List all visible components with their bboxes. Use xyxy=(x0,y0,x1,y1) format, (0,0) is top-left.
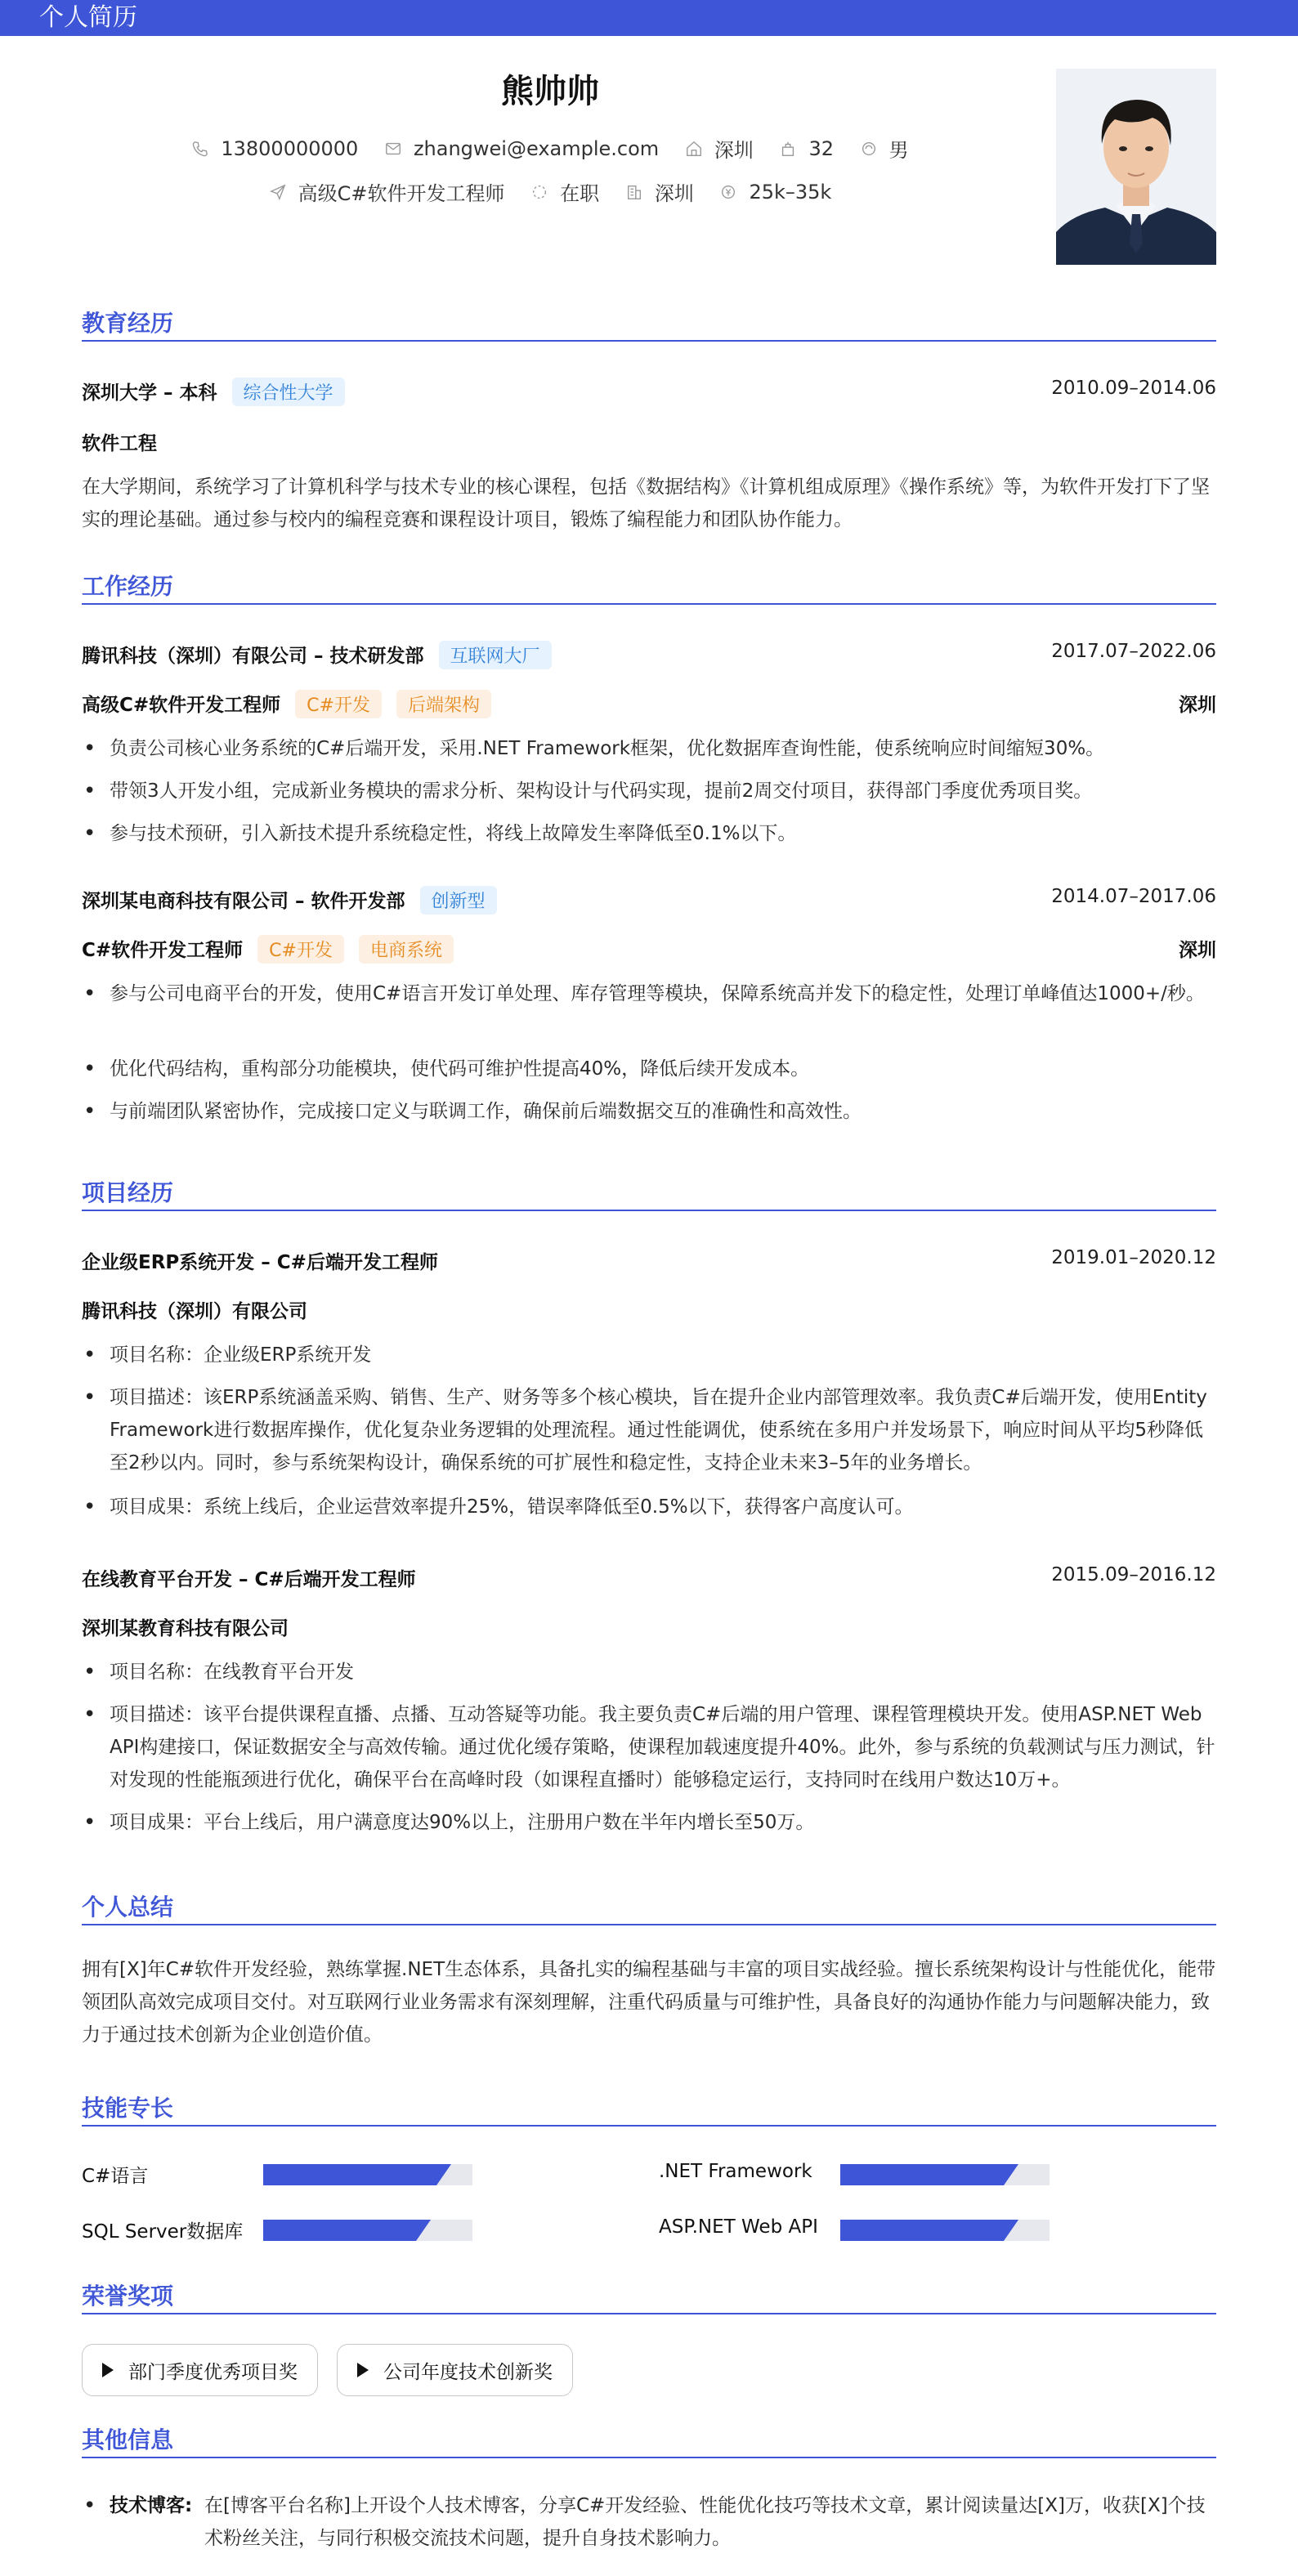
awards-section xyxy=(82,2280,1216,2383)
job-role-row xyxy=(82,935,1216,964)
job-intent-row xyxy=(0,177,1100,206)
job-date: 2014.07–2017.06 xyxy=(1051,886,1216,907)
project-date: 2019.01–2020.12 xyxy=(1051,1247,1216,1268)
list-item: • 与前端团队紧密协作，完成接口定义与联调工作，确保前后端数据交互的准确性和高效性。 xyxy=(82,1095,1216,1128)
play-icon xyxy=(357,2363,369,2377)
awards-title: 荣誉奖项 xyxy=(82,2280,1216,2314)
target-city-text: 深圳 xyxy=(654,182,694,205)
project-header xyxy=(82,1247,1216,1274)
skill-bar-fill-tip xyxy=(416,2220,431,2241)
skills-section xyxy=(82,2092,1216,2243)
list-item: • 项目名称：在线教育平台开发 xyxy=(82,1656,1216,1688)
job-header xyxy=(82,641,1216,669)
list-item: • 带领3人开发小组，完成新业务模块的需求分析、架构设计与代码实现，提前2周交付项目，获得部门季度优秀项目奖。 xyxy=(82,775,1216,807)
list-item: • 负责公司核心业务系统的C#后端开发，采用.NET Framework框架，优化数据库查询性能，使系统响应时间缩短30%。 xyxy=(82,732,1216,765)
skill-name: C#语言 xyxy=(82,2166,149,2187)
profile-header xyxy=(0,36,1298,281)
summary-title: 个人总结 xyxy=(82,1891,1216,1925)
candidate-name: 熊帅帅 xyxy=(501,73,599,110)
skill-tag: 后端架构 xyxy=(396,690,491,718)
award-item[interactable] xyxy=(337,2344,573,2396)
skill-bar-fill xyxy=(263,2164,436,2185)
education-header xyxy=(82,378,1216,406)
gender-text: 男 xyxy=(888,139,909,162)
summary-text: 拥有[X]年C#软件开发经验，熟练掌握.NET生态体系，具备扎实的编程基础与丰富的项目实战经验。擅长系统架构设计与性能优化，能带领团队高效完成项目交付。对互联网行业业务需求有深刻理解，注重代码质量与可维护性，具备良好的沟通协作能力与问题解决能力，致力于通过技术创新为企业创造价值。 xyxy=(82,1959,1216,2046)
skill-name: ASP.NET Web API xyxy=(659,2216,818,2238)
mail-icon xyxy=(384,140,402,158)
education-title: 教育经历 xyxy=(82,307,1216,342)
blog-text: 在[博客平台名称]上开设个人技术博客，分享C#开发经验、性能优化技巧等技术文章，累计阅读量达[X]万，收获[X]个技术粉丝关注，与同行积极交流技术问题，提升自身技术影响力。 xyxy=(204,2495,1206,2549)
list-item: • 参与公司电商平台的开发，使用C#语言开发订单处理、库存管理等模块，保障系统高并发下的稳定性，处理订单峰值达1000+/秒。 xyxy=(82,977,1216,1010)
skill-bar-fill xyxy=(840,2220,1004,2241)
phone-text: 13800000000 xyxy=(221,136,359,160)
work-title: 工作经历 xyxy=(82,570,1216,605)
education-section xyxy=(82,307,1216,530)
list-item: • 优化代码结构，重构部分功能模块，使代码可维护性提高40%，降低后续开发成本。 xyxy=(82,1053,1216,1085)
list-item xyxy=(82,2489,1216,2555)
play-icon xyxy=(102,2363,114,2377)
salary-info xyxy=(719,181,831,203)
status-info xyxy=(530,177,599,206)
company-tag: 创新型 xyxy=(420,886,497,915)
age-info xyxy=(779,137,834,160)
gender-icon xyxy=(860,140,878,158)
company-name: 深圳某电商科技有限公司 – 软件开发部 xyxy=(82,891,405,912)
company-tag: 互联网大厂 xyxy=(439,641,552,669)
list-item: • 项目成果：平台上线后，用户满意度达90%以上，注册用户数在半年内增长至50万。 xyxy=(82,1806,1216,1839)
projects-section xyxy=(82,1177,1216,1833)
award-label: 公司年度技术创新奖 xyxy=(383,2361,553,2383)
page-title: 个人简历 xyxy=(39,3,137,32)
project-date: 2015.09–2016.12 xyxy=(1051,1564,1216,1585)
project-header xyxy=(82,1564,1216,1591)
skill-bar-fill xyxy=(840,2164,1004,2185)
skill-bar-fill-tip xyxy=(436,2164,451,2185)
list-item: • 项目成果：系统上线后，企业运营效率提升25%，错误率降低至0.5%以下，获得客户高度认可。 xyxy=(82,1491,1216,1523)
other-title: 其他信息 xyxy=(82,2424,1216,2458)
age-icon xyxy=(779,140,797,158)
list-item: • 参与技术预研，引入新技术提升系统稳定性，将线上故障发生率降低至0.1%以下。 xyxy=(82,817,1216,850)
email-info xyxy=(384,137,659,160)
salary-text: 25k–35k xyxy=(749,180,832,203)
age-text: 32 xyxy=(808,136,834,160)
home-icon xyxy=(685,140,703,158)
project-name: 企业级ERP系统开发 – C#后端开发工程师 xyxy=(82,1252,438,1273)
award-label: 部门季度优秀项目奖 xyxy=(128,2361,298,2383)
skill-bar xyxy=(840,2164,1050,2185)
phone-info xyxy=(191,137,358,160)
skills-title: 技能专长 xyxy=(82,2092,1216,2127)
skill-bar xyxy=(263,2220,472,2241)
major: 软件工程 xyxy=(82,433,157,454)
blog-label: • 技术博客: xyxy=(110,2495,193,2516)
skill-tag: C#开发 xyxy=(295,690,382,718)
job-location: 深圳 xyxy=(1179,695,1216,716)
job-role: C#软件开发工程师 xyxy=(82,940,244,961)
company-name: 腾讯科技（深圳）有限公司 – 技术研发部 xyxy=(82,646,424,667)
work-section xyxy=(82,570,1216,1122)
phone-icon xyxy=(191,140,209,158)
job-date: 2017.07–2022.06 xyxy=(1051,641,1216,662)
other-section xyxy=(82,2424,1216,2549)
project-company: 腾讯科技（深圳）有限公司 xyxy=(82,1301,307,1322)
skill-bar-fill-tip xyxy=(1004,2220,1018,2241)
school-name: 深圳大学 – 本科 xyxy=(82,382,217,404)
salary-icon xyxy=(719,183,737,201)
skill-tag: 电商系统 xyxy=(359,935,454,964)
job-header xyxy=(82,886,1216,915)
skill-name: .NET Framework xyxy=(659,2161,812,2182)
summary-section xyxy=(82,1891,1216,2046)
job-location: 深圳 xyxy=(1179,940,1216,961)
skill-bar-fill-tip xyxy=(1004,2164,1018,2185)
send-icon xyxy=(269,183,287,201)
skill-bar xyxy=(840,2220,1050,2241)
target-city-info xyxy=(625,177,694,206)
status-text: 在职 xyxy=(560,182,600,205)
list-item: • 项目描述：该平台提供课程直播、点播、互动答疑等功能。我主要负责C#后端的用户管理、课程管理模块开发。使用ASP.NET Web API构建接口，保证数据安全与高效传输。通过优化缓存策略，使课程加载速度提升40%。此外，参与系统的负载测试与压力测试，针对发现的性能瓶颈进行优化，确保平台在高峰时段（如课程直播时）能够稳定运行，支持同时在线用户数达10万+。 xyxy=(82,1698,1216,1796)
loading-icon xyxy=(530,183,548,201)
email-text: zhangwei@example.com xyxy=(413,136,660,160)
building-icon xyxy=(625,183,643,201)
project-name: 在线教育平台开发 – C#后端开发工程师 xyxy=(82,1569,416,1590)
city-info xyxy=(685,134,754,163)
education-description: 在大学期间，系统学习了计算机科学与技术专业的核心课程，包括《数据结构》《计算机组成原理》《操作系统》等，为软件开发打下了坚实的理论基础。通过参与校内的编程竞赛和课程设计项目，锻炼了编程能力和团队协作能力。 xyxy=(82,476,1210,530)
list-item: • 项目名称：企业级ERP系统开发 xyxy=(82,1339,1216,1371)
top-bar xyxy=(0,0,1298,36)
profile-photo xyxy=(1056,69,1216,265)
skill-tag: C#开发 xyxy=(257,935,344,964)
contact-row xyxy=(0,134,1100,163)
skill-bar xyxy=(263,2164,472,2185)
position-info xyxy=(269,177,505,206)
skill-name: SQL Server数据库 xyxy=(82,2221,244,2243)
position-text: 高级C#软件开发工程师 xyxy=(298,182,505,205)
job-role-row xyxy=(82,690,1216,718)
city-text: 深圳 xyxy=(714,139,754,162)
award-item[interactable] xyxy=(82,2344,318,2396)
job-role: 高级C#软件开发工程师 xyxy=(82,695,281,716)
gender-info xyxy=(860,134,909,163)
project-company: 深圳某教育科技有限公司 xyxy=(82,1618,289,1639)
list-item: • 项目描述：该ERP系统涵盖采购、销售、生产、财务等多个核心模块，旨在提升企业内部管理效率。我负责C#后端开发，使用Entity Framework进行数据库操作，优化复杂业务逻辑的处理流程。通过性能调优，使系统在多用户并发场景下，响应时间从平均5秒降低至2秒以内。同时，参与系统架构设计，确保系统的可扩展性和稳定性，支持企业未来3–5年的业务增长。 xyxy=(82,1381,1216,1479)
skill-bar-fill xyxy=(263,2220,416,2241)
school-tag: 综合性大学 xyxy=(232,378,345,406)
avatar-portrait-icon xyxy=(1056,69,1216,265)
projects-title: 项目经历 xyxy=(82,1177,1216,1211)
education-date: 2010.09–2014.06 xyxy=(1051,378,1216,399)
